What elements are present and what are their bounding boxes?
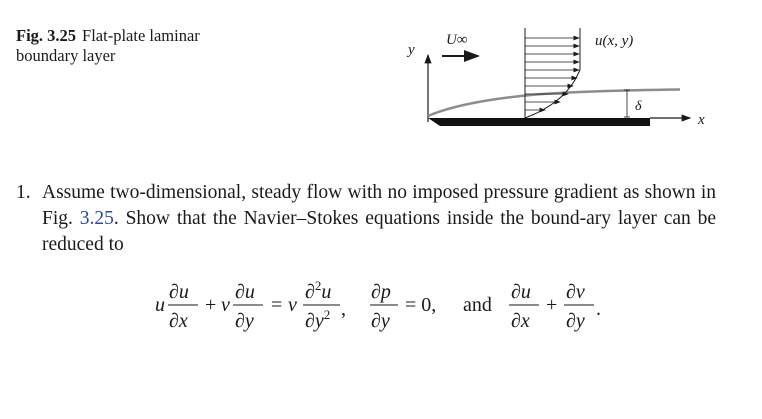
eq-term4-den: ∂y xyxy=(371,310,390,332)
eq-equals: = xyxy=(271,294,283,316)
eq-term1-den: ∂x xyxy=(169,310,188,332)
problem-text xyxy=(42,180,716,258)
eq-plus-2: + xyxy=(546,294,558,316)
figure-caption xyxy=(16,26,266,66)
eq-term1-num: ∂u xyxy=(169,281,189,303)
figure-reference-link[interactable]: 3.25 xyxy=(79,208,114,229)
y-axis-label: y xyxy=(408,42,415,58)
eq-term2-coef: v xyxy=(221,294,230,316)
thickness-label: δ xyxy=(635,99,642,114)
eq-plus-1: + xyxy=(205,294,217,316)
boundary-layer-figure xyxy=(380,10,720,135)
figure-caption-text: Flat-plate laminar boundary layer xyxy=(16,26,200,65)
x-axis-label: x xyxy=(698,112,705,128)
velocity-profile xyxy=(525,28,580,118)
eq-term5-num: ∂u xyxy=(511,281,531,303)
problem-text-after-ref: . Show that the Navier–Stokes equations inside the bound-ary layer can be reduced to xyxy=(42,208,717,255)
thickness-marker xyxy=(624,90,630,117)
eq-term1-coef: u xyxy=(155,294,165,316)
boundary-layer-equations xyxy=(0,275,762,345)
eq-term4-rhs: = 0, xyxy=(405,294,437,316)
eq-term3-coef: ν xyxy=(288,294,297,316)
eq-comma-1: , xyxy=(341,298,346,320)
profile-label: u(x, y) xyxy=(595,33,634,49)
eq-period: . xyxy=(596,298,601,320)
eq-term6-den: ∂y xyxy=(566,310,585,332)
eq-term4-num: ∂p xyxy=(371,281,391,303)
eq-term3-den: $\partial y^2$ xyxy=(305,307,331,332)
problem-statement xyxy=(16,180,716,258)
eq-term2-den: ∂y xyxy=(235,310,254,332)
problem-text-before-ref: Assume two-dimensional, steady flow with no imposed pressure gradient as shown in Fig. xyxy=(42,182,716,229)
figure-label: Fig. 3.25 xyxy=(16,26,77,45)
eq-and: and xyxy=(463,294,492,316)
flat-plate xyxy=(428,118,650,126)
problem-number: 1. xyxy=(16,182,31,203)
eq-term3-num: ∂$^2$u xyxy=(305,278,332,303)
freestream-label: U∞ xyxy=(446,32,468,48)
eq-term6-num: ∂v xyxy=(566,281,585,303)
eq-term5-den: ∂x xyxy=(511,310,530,332)
eq-term2-num: ∂u xyxy=(235,281,255,303)
